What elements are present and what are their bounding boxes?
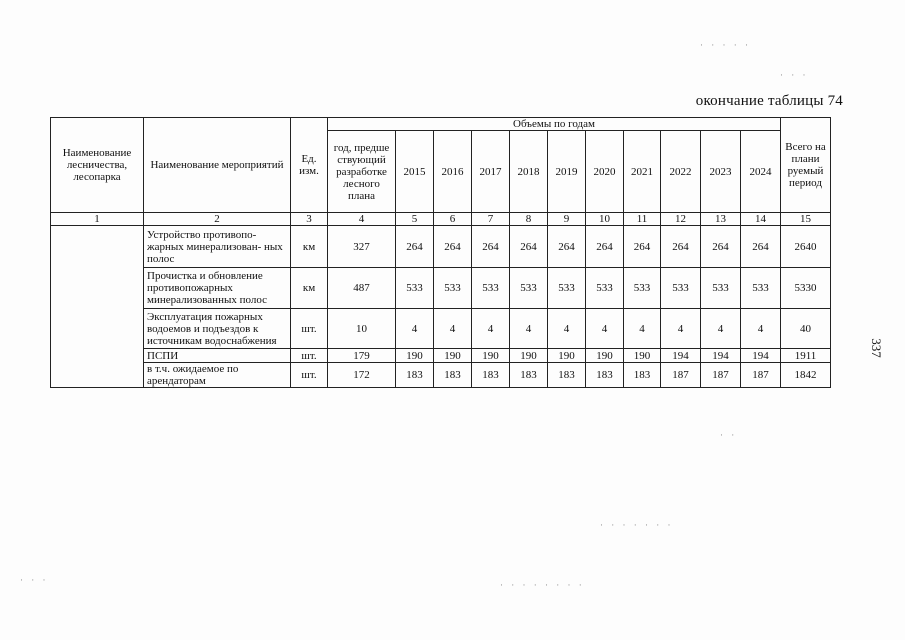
prev-year-value: 327 (328, 226, 396, 268)
year-value: 190 (510, 349, 548, 363)
column-number: 7 (472, 213, 510, 226)
year-value: 187 (741, 363, 781, 388)
header-year: 2017 (472, 131, 510, 213)
year-value: 190 (396, 349, 434, 363)
header-year: 2024 (741, 131, 781, 213)
year-value: 183 (510, 363, 548, 388)
year-value: 533 (701, 268, 741, 309)
year-value: 264 (548, 226, 586, 268)
table-caption: окончание таблицы 74 (695, 93, 843, 109)
year-value: 194 (741, 349, 781, 363)
year-value: 4 (548, 309, 586, 349)
year-value: 183 (548, 363, 586, 388)
header-unit: Ед. изм. (291, 118, 328, 213)
prev-year-value: 10 (328, 309, 396, 349)
scan-noise: · · (720, 430, 738, 440)
unit-cell: шт. (291, 363, 328, 388)
table-row (51, 268, 831, 309)
column-number: 4 (328, 213, 396, 226)
header-year: 2021 (624, 131, 661, 213)
year-value: 533 (661, 268, 701, 309)
header-year: 2016 (434, 131, 472, 213)
table-row (51, 226, 831, 268)
year-value: 190 (434, 349, 472, 363)
total-value: 1842 (781, 363, 831, 388)
header-year: 2015 (396, 131, 434, 213)
year-value: 264 (624, 226, 661, 268)
scan-noise: · · · · · (700, 40, 751, 50)
header-row-top (51, 118, 831, 131)
header-year: 2020 (586, 131, 624, 213)
year-value: 183 (624, 363, 661, 388)
year-value: 190 (624, 349, 661, 363)
column-number: 8 (510, 213, 548, 226)
year-value: 533 (741, 268, 781, 309)
year-value: 183 (472, 363, 510, 388)
scan-noise: · · · · · · · · (500, 580, 585, 590)
year-value: 4 (661, 309, 701, 349)
year-value: 4 (396, 309, 434, 349)
prev-year-value: 487 (328, 268, 396, 309)
year-value: 264 (741, 226, 781, 268)
header-year: 2022 (661, 131, 701, 213)
year-value: 533 (548, 268, 586, 309)
column-number: 14 (741, 213, 781, 226)
header-district: Наименование лесничества, лесопарка (51, 118, 144, 213)
column-number: 2 (144, 213, 291, 226)
column-number: 1 (51, 213, 144, 226)
column-number-row (51, 213, 831, 226)
year-value: 194 (701, 349, 741, 363)
year-value: 264 (434, 226, 472, 268)
year-value: 190 (548, 349, 586, 363)
year-value: 4 (586, 309, 624, 349)
column-number: 9 (548, 213, 586, 226)
scan-noise: · · · (20, 575, 49, 585)
year-value: 264 (661, 226, 701, 268)
column-number: 10 (586, 213, 624, 226)
year-value: 264 (701, 226, 741, 268)
scan-noise: · · · (780, 70, 809, 80)
header-year: 2023 (701, 131, 741, 213)
year-value: 264 (472, 226, 510, 268)
year-value: 183 (396, 363, 434, 388)
activity-name: ПСПИ (144, 349, 291, 363)
unit-cell: шт. (291, 309, 328, 349)
table-row (51, 349, 831, 363)
table-row (51, 363, 831, 388)
year-value: 194 (661, 349, 701, 363)
prev-year-value: 179 (328, 349, 396, 363)
total-value: 1911 (781, 349, 831, 363)
column-number: 13 (701, 213, 741, 226)
page-number: 337 (868, 338, 884, 358)
year-value: 533 (510, 268, 548, 309)
year-value: 183 (586, 363, 624, 388)
table-row (51, 309, 831, 349)
year-value: 187 (701, 363, 741, 388)
column-number: 5 (396, 213, 434, 226)
column-number: 15 (781, 213, 831, 226)
header-year: 2018 (510, 131, 548, 213)
unit-cell: шт. (291, 349, 328, 363)
year-value: 190 (586, 349, 624, 363)
activity-name: Прочистка и обновление противопожарных минерализованных полос (144, 268, 291, 309)
year-value: 4 (741, 309, 781, 349)
header-prev-year: год, предше ствующий разработке лесного плана (328, 131, 396, 213)
year-value: 190 (472, 349, 510, 363)
year-value: 264 (510, 226, 548, 268)
prev-year-value: 172 (328, 363, 396, 388)
year-value: 264 (586, 226, 624, 268)
forest-activities-table (50, 117, 831, 388)
header-total: Всего на плани руемый период (781, 118, 831, 213)
year-value: 4 (472, 309, 510, 349)
year-value: 264 (396, 226, 434, 268)
year-value: 533 (434, 268, 472, 309)
total-value: 40 (781, 309, 831, 349)
year-value: 4 (434, 309, 472, 349)
activity-name: Эксплуатация пожарных водоемов и подъездов к источникам водоснабжения (144, 309, 291, 349)
year-value: 4 (624, 309, 661, 349)
year-value: 187 (661, 363, 701, 388)
column-number: 3 (291, 213, 328, 226)
year-value: 533 (586, 268, 624, 309)
district-cell (51, 226, 144, 388)
year-value: 533 (396, 268, 434, 309)
column-number: 11 (624, 213, 661, 226)
year-value: 4 (701, 309, 741, 349)
unit-cell: км (291, 226, 328, 268)
activity-name: в т.ч. ожидаемое по арендаторам (144, 363, 291, 388)
header-volumes-by-year: Объемы по годам (328, 118, 781, 131)
total-value: 5330 (781, 268, 831, 309)
activity-name: Устройство противопо- жарных минерализован- ных полос (144, 226, 291, 268)
header-year: 2019 (548, 131, 586, 213)
year-value: 4 (510, 309, 548, 349)
year-value: 183 (434, 363, 472, 388)
total-value: 2640 (781, 226, 831, 268)
scan-noise: · · · · · · · (600, 520, 674, 530)
year-value: 533 (472, 268, 510, 309)
column-number: 6 (434, 213, 472, 226)
year-value: 533 (624, 268, 661, 309)
header-activity: Наименование мероприятий (144, 118, 291, 213)
unit-cell: км (291, 268, 328, 309)
column-number: 12 (661, 213, 701, 226)
